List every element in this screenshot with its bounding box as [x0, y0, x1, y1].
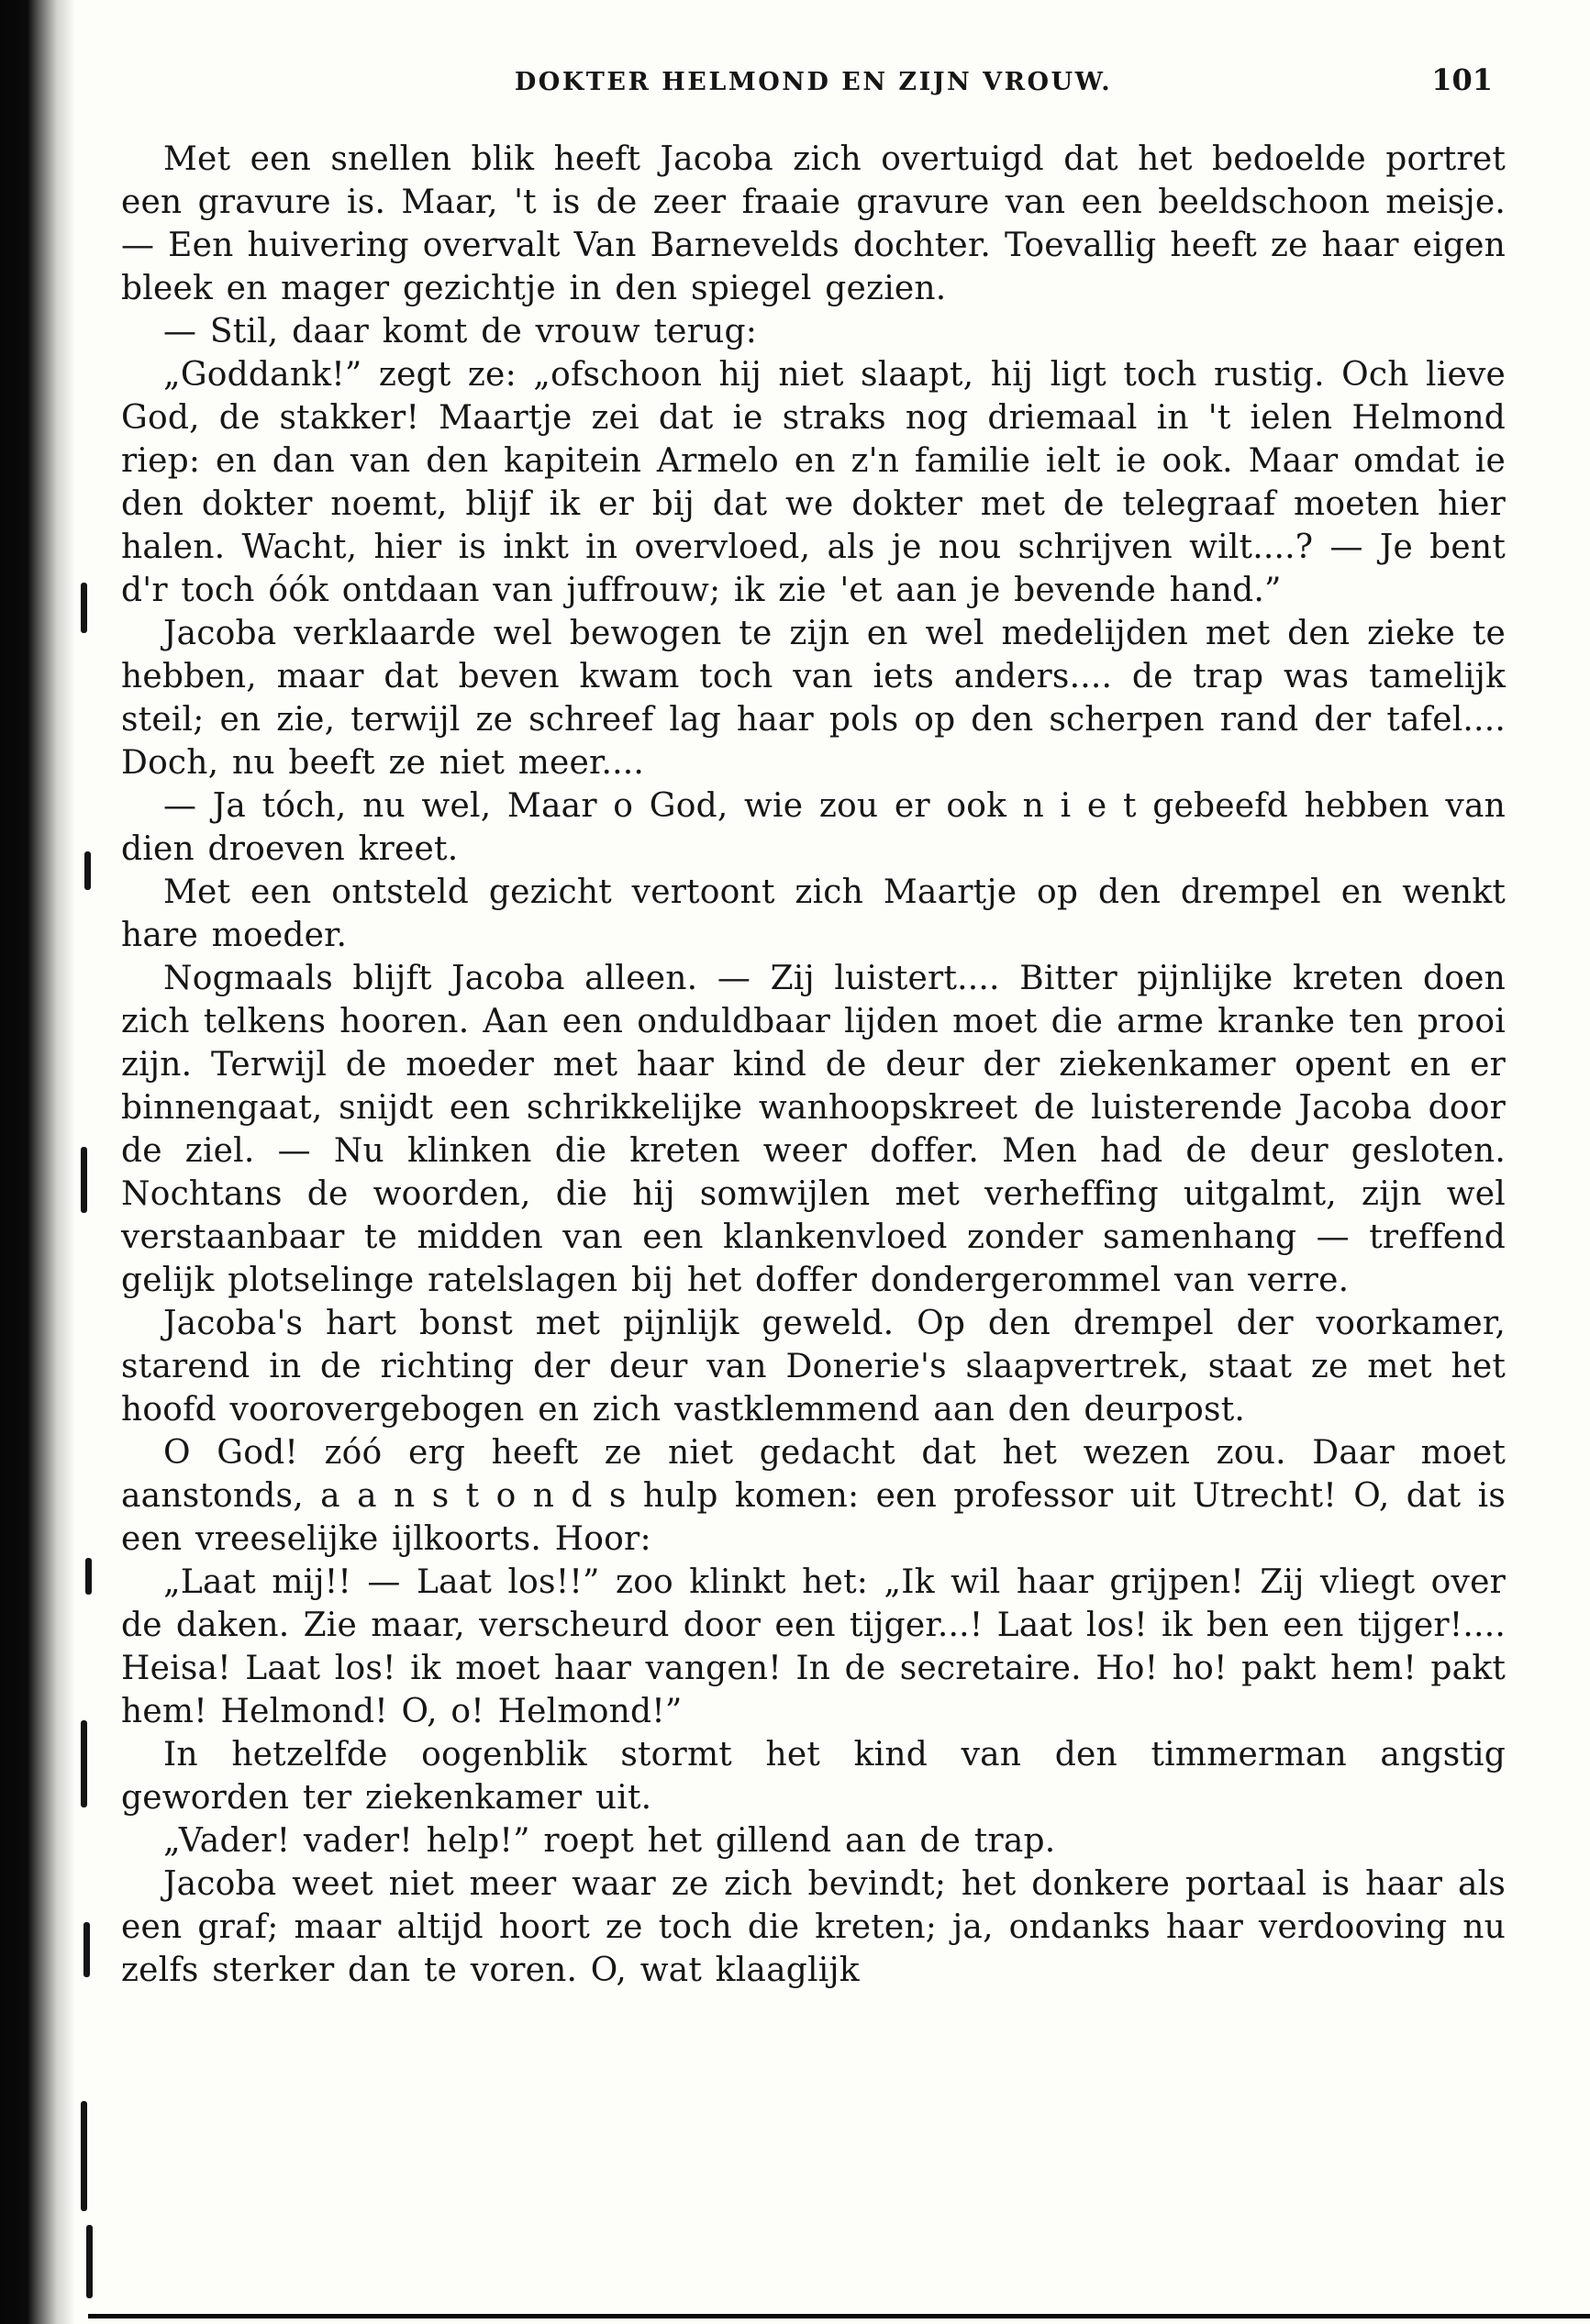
paragraph-2: „Goddank!” zegt ze: „ofschoon hij niet slaapt, hij ligt toch rustig. Och lieve God, de stakker! Maartje zei dat ie straks nog driemaal in 't ielen Helmond riep: en dan van den kapitein Armelo en z'n familie ielt ie ook. Maar omdat ie den dokter noemt, blijf ik er bij dat we dokter met de telegraaf moeten hier halen. Wacht, hier is inkt in overvloed, als je nou schrijven wilt....? — Je bent d'r toch óók ontdaan van juffrouw; ik zie 'et aan je bevende hand.”	[121, 356, 1506, 609]
paragraph-11: „Vader! vader! help!” roept het gillend aan de trap.	[163, 1822, 1056, 1860]
paragraph-5: Met een ontsteld gezicht vertoont zich Maartje op den drempel en wenkt hare moeder.	[121, 873, 1506, 954]
paragraph-7: Jacoba's hart bonst met pijnlijk geweld. Op den drempel der voorkamer, starend in de richting der deur van Donerie's slaapvertrek, staat ze met het hoofd voorovergebogen en zich vastklemmend aan den deurpost.	[121, 1305, 1506, 1429]
binding-shadow	[0, 0, 92, 2324]
paragraph-12: Jacoba weet niet meer waar ze zich bevindt; het donkere portaal is haar als een graf; maar altijd hoort ze toch die kreten; ja, ondanks haar verdooving nu zelfs sterker dan te voren. O, wat klaaglijk	[121, 1865, 1506, 1989]
scan-speck	[83, 1922, 90, 1977]
paragraph-1: — Stil, daar komt de vrouw terug:	[163, 313, 758, 350]
running-title: DOKTER HELMOND EN ZIJN VROUW.	[514, 68, 1113, 96]
paragraph-0: Met een snellen blik heeft Jacoba zich overtuigd dat het bedoelde portret een gravure is. Maar, 't is de zeer fraaie gravure van een beeldschoon meisje. — Een huivering overvalt Van Barnevelds dochter. Toevallig heeft ze haar eigen bleek en mager gezichtje in den spiegel gezien.	[121, 140, 1506, 307]
scan-speck	[86, 2225, 93, 2298]
scan-speck	[81, 2101, 87, 2211]
paragraph-4: — Ja tóch, nu wel, Maar o God, wie zou er ook n i e t gebeefd hebben van dien droeven kreet.	[121, 787, 1506, 868]
paragraph-9: „Laat mij!! — Laat los!!” zoo klinkt het: „Ik wil haar grijpen! Zij vliegt over de daken. Zie maar, verscheurd door een tijger...! Laat los! ik ben een tijger!.... Heisa! Laat los! ik moet haar vangen! In de secretaire. Ho! ho! pakt hem! pakt hem! Helmond! O, o! Helmond!”	[121, 1563, 1506, 1730]
paragraph-3: Jacoba verklaarde wel bewogen te zijn en wel medelijden met den zieke te hebben, maar dat beven kwam toch van iets anders.... de trap was tamelijk steil; en zie, terwijl ze schreef lag haar pols op den scherpen rand der tafel.... Doch, nu beeft ze niet meer....	[121, 615, 1506, 782]
paragraph-8: O God! zóó erg heeft ze niet gedacht dat het wezen zou. Daar moet aanstonds, a a n s t o n d s hulp komen: een professor uit Utrecht! O, dat is een vreeselijke ijlkoorts. Hoor:	[121, 1434, 1506, 1558]
scan-speck	[81, 583, 87, 633]
scan-speck	[85, 1558, 92, 1595]
page-content	[121, 62, 1506, 1992]
paragraph-10: In hetzelfde oogenblik stormt het kind van den timmerman angstig geworden ter ziekenkamer uit.	[121, 1736, 1506, 1817]
page-header	[121, 62, 1506, 110]
scan-speck	[84, 851, 91, 890]
paragraph-6: Nogmaals blijft Jacoba alleen. — Zij luistert.... Bitter pijnlijke kreten doen zich telkens hooren. Aan een onduldbaar lijden moet die arme kranke ten prooi zijn. Terwijl de moeder met haar kind de deur der ziekenkamer opent en er binnengaat, snijdt een schrikkelijke wanhoopskreet de luisterende Jacoba door de ziel. — Nu klinken die kreten weer doffer. Men had de deur gesloten. Nochtans de woorden, die hij somwijlen met verheffing uitgalmt, zijn wel verstaanbaar te midden van een klankenvloed zonder samenhang — treffend gelijk plotselinge ratelslagen bij het doffer dondergerommel van verre.	[121, 960, 1506, 1299]
scan-speck	[81, 1147, 87, 1213]
page-bottom-rule	[88, 2314, 1590, 2318]
scan-speck	[81, 1720, 87, 1807]
page-number: 101	[1431, 62, 1493, 97]
body-text	[121, 138, 1506, 1992]
